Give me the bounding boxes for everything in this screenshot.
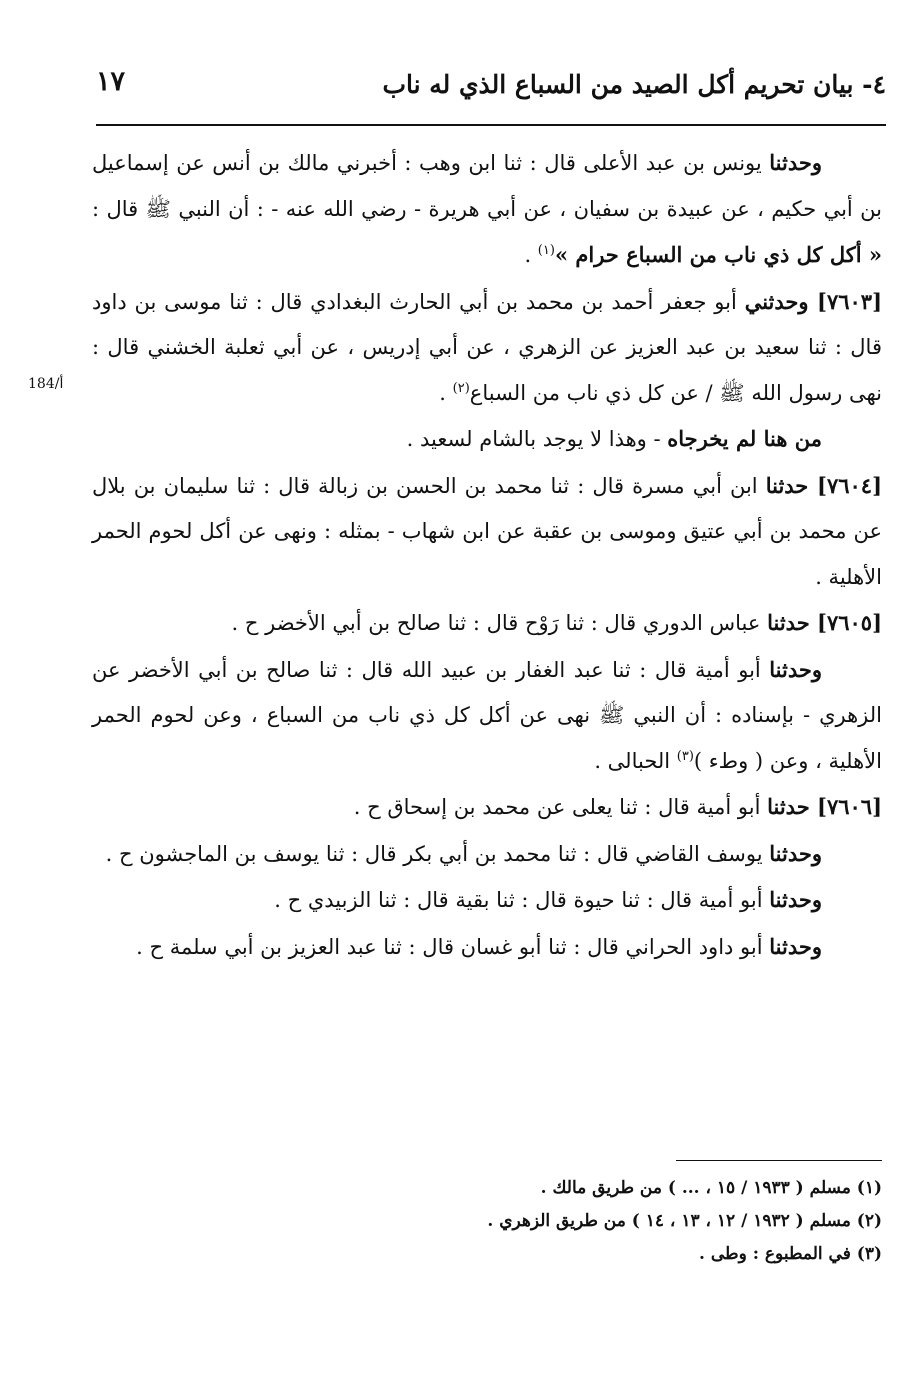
paragraph-text: ابن أبي مسرة قال : ثنا محمد بن الحسن بن زبالة قال : ثنا سليمان بن بلال عن محمد بن أبي عتيق وموسى بن عقبة عن ابن شهاب - بمثله : ونهى عن أكل لحوم الحمر الأهلية . — [92, 473, 882, 589]
paragraph-lead: وحدثني — [744, 288, 817, 314]
paragraph-lead: وحدثنا — [769, 887, 822, 912]
footnote-marker[interactable]: (٢) — [452, 380, 470, 396]
paragraph-1 — [92, 140, 882, 279]
paragraph-text: يوسف القاضي قال : ثنا محمد بن أبي بكر قال : ثنا يوسف بن الماجشون ح . — [105, 841, 770, 866]
paragraph-lead: حدثنا — [767, 610, 817, 635]
paragraph-text: عباس الدوري قال : ثنا رَوْح قال : ثنا صالح بن أبي الأخضر ح . — [231, 611, 768, 635]
hadith-number: [٧٦٠٣] — [817, 288, 882, 314]
chapter-title: ٤- بيان تحريم أكل الصيد من السباع الذي له ناب — [382, 70, 886, 99]
paragraph-7605 — [92, 600, 882, 647]
paragraph-text: أبو أمية قال : ثنا يعلى عن محمد بن إسحاق ح . — [353, 795, 768, 819]
footnote-3: (٣) في المطبوع : وطى . — [699, 1244, 882, 1264]
hadith-quote: « أكل كل ذي ناب من السباع حرام » — [554, 242, 882, 267]
main-text — [92, 140, 882, 970]
hadith-number: [٧٦٠٦] — [817, 794, 882, 819]
paragraph-comment — [92, 416, 882, 463]
paragraph-text: أبو داود الحراني قال : ثنا أبو غسان قال : ثنا عبد العزيز بن أبي سلمة ح . — [136, 934, 770, 959]
paragraph-text: - وهذا لا يوجد بالشام لسعيد . — [406, 427, 668, 451]
page-number: ١٧ — [96, 66, 126, 97]
paragraph-lead: وحدثنا — [769, 933, 822, 959]
paragraph-7606 — [92, 784, 882, 831]
paragraph-text: أبو أمية قال : ثنا حيوة قال : ثنا بقية قال : ثنا الزبيدي ح . — [274, 888, 770, 912]
paragraph-text: أبو جعفر أحمد بن محمد بن أبي الحارث البغدادي قال : ثنا موسى بن داود قال : ثنا سعيد بن عبد العزيز عن الزهري ، عن أبي إدريس ، عن أبي ثعلبة الخشني قال : نهى رسول الله ﷺ / عن كل ذي ناب من السباع — [92, 289, 882, 405]
paragraph-text: أبو أمية قال : ثنا عبد الغفار بن عبيد الله قال : ثنا صالح بن أبي الأخضر عن الزهري - بإسناده : أن النبي ﷺ نهى عن أكل كل ذي ناب من السباع ، وعن لحوم الحمر الأهلية ، وعن ( وطء ) — [92, 657, 882, 773]
footnote-2: (٢) مسلم ( ١٩٣٢ / ١٢ ، ١٣ ، ١٤ ) من طريق الزهري . — [487, 1211, 882, 1231]
paragraph-10 — [92, 924, 882, 971]
paragraph-lead: وحدثنا — [769, 840, 822, 866]
paragraph-text: يونس بن عبد الأعلى قال : ثنا ابن وهب : أخبرني مالك بن أنس عن إسماعيل بن أبي حكيم ، عن عبيدة بن سفيان ، عن أبي هريرة - رضي الله عنه - : أن النبي ﷺ قال : — [92, 151, 882, 221]
paragraph-lead: وحدثنا — [769, 150, 822, 175]
paragraph-9 — [92, 877, 882, 924]
paragraph-6 — [92, 647, 882, 785]
paragraph-lead: حدثنا — [765, 472, 817, 498]
footnote-marker[interactable]: (٣) — [676, 748, 694, 764]
paragraph-7604 — [92, 463, 882, 601]
paragraph-8 — [92, 831, 882, 878]
paragraph-7603 — [92, 279, 882, 417]
paragraph-lead: حدثنا — [767, 794, 817, 819]
paragraph-lead: وحدثنا — [769, 656, 822, 682]
manuscript-folio-note: 184/أ — [28, 376, 64, 392]
paragraph-end: الحبالى . — [594, 748, 677, 773]
paragraph-end: . — [524, 243, 538, 267]
paragraph-end: . — [439, 380, 453, 405]
header-divider — [96, 124, 886, 126]
paragraph-lead: من هنا لم يخرجاه — [667, 426, 822, 451]
footnote-1: (١) مسلم ( ١٩٣٣ / ١٥ ، ... ) من طريق مالك . — [540, 1178, 882, 1198]
footnotes — [92, 1172, 882, 1271]
hadith-number: [٧٦٠٥] — [817, 610, 882, 635]
page-header — [96, 62, 886, 120]
footnote-divider — [676, 1160, 882, 1161]
hadith-number: [٧٦٠٤] — [817, 472, 882, 498]
footnote-marker[interactable]: (١) — [537, 243, 555, 258]
